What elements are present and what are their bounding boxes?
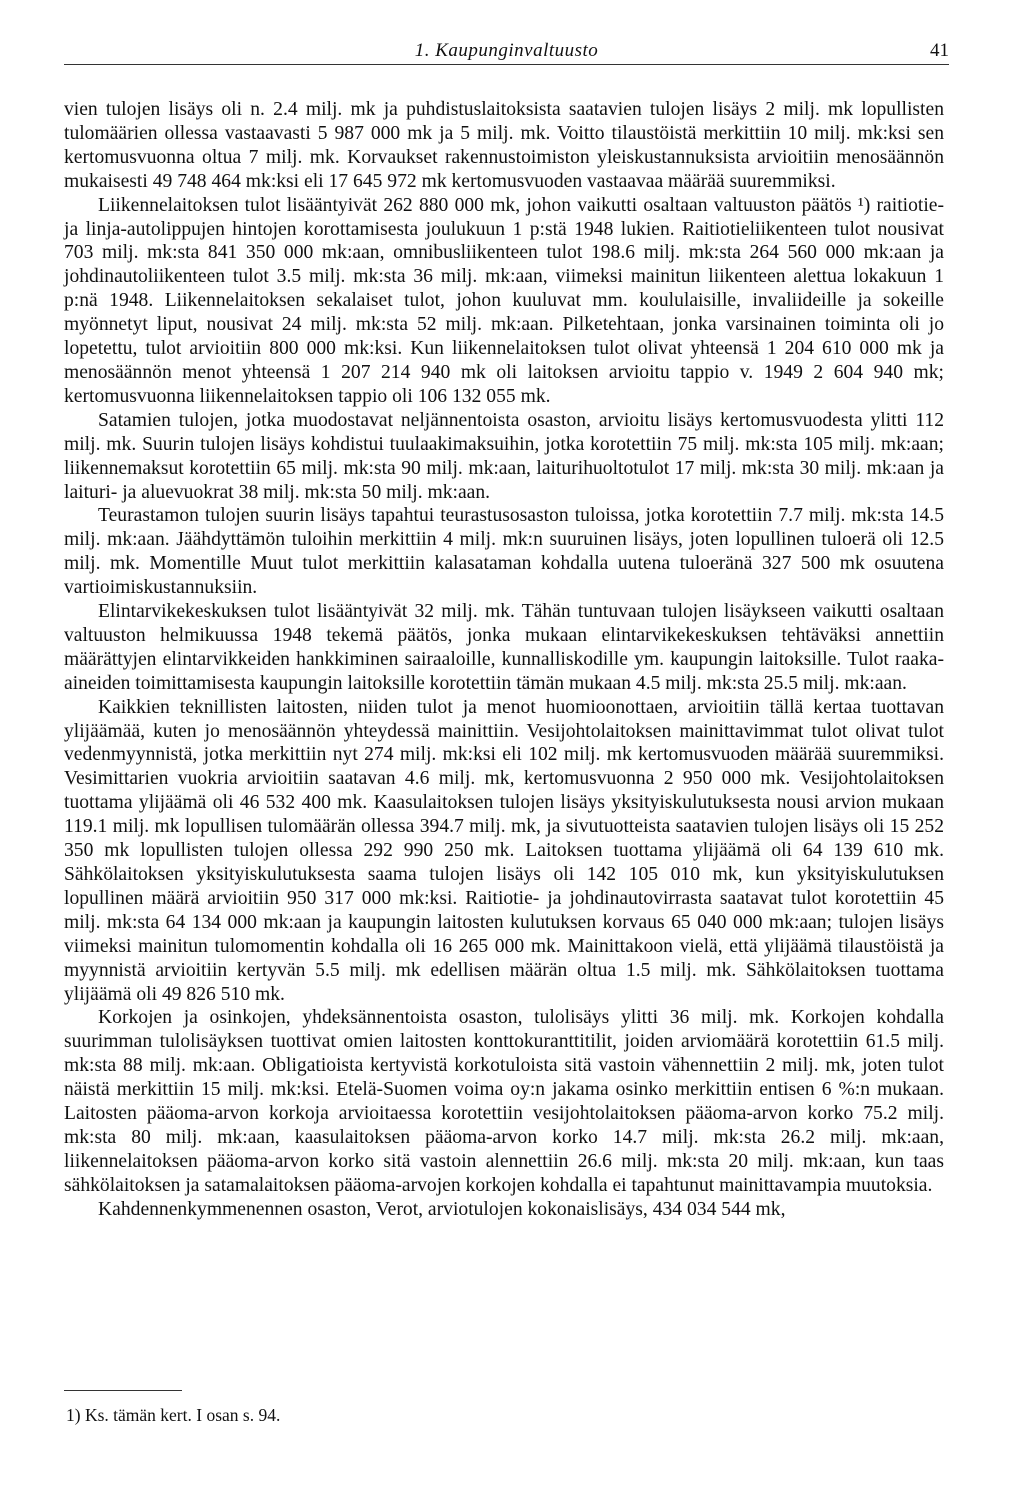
body-text (64, 98, 944, 1222)
header-title: 1. Kaupunginvaltuusto (414, 40, 599, 61)
footnote-marker: 1) (66, 1405, 81, 1425)
paragraph: Kahdennenkymmenennen osaston, Verot, arviotulojen kokonaislisäys, 434 034 544 mk, (98, 1198, 786, 1220)
running-header (64, 40, 949, 65)
footnote-rule (64, 1390, 182, 1391)
paragraph: Kaikkien teknillisten laitosten, niiden tulot ja menot huomioonottaen, arvioitiin tällä kertaa tuottavan ylijäämää, kuten jo menosäännön yhteydessä mainittiin. Vesijohtolaitoksen mainittavimmat tulot olivat tulot vedenmyynnistä, jotka merkittiin nyt 274 milj. mk:ksi eli 102 milj. mk kertomusvuoden määrää suuremmiksi. Vesimittarien vuokria arvioitiin saatavan 4.6 milj. mk, kertomusvuonna 2 950 000 mk. Vesijohtolaitoksen tuottama ylijäämä oli 46 532 400 mk. Kaasulaitoksen tulojen lisäys yksityiskulutuksesta nousi arvion mukaan 119.1 milj. mk lopullisen tulomäärän ollessa 394.7 milj. mk, ja sivutuotteista saatavien tulojen lisäys oli 15 252 350 mk lopullisten tulojen ollessa 292 990 250 mk. Laitoksen tuottama ylijäämä oli 64 139 610 mk. Sähkölaitoksen yksityiskulutuksesta saama tulojen lisäys oli 142 105 010 mk, kun yksityiskulutuksen lopullinen määrä arvioitiin 950 317 000 mk:ksi. Raitiotie- ja johdinautovirrasta saatavat tulot korotettiin 45 milj. mk:sta 64 134 000 mk:aan ja kaupungin laitosten kulutuksen korvaus 65 040 000 mk:aan; tulojen lisäys viimeksi mainitun tulomomentin kohdalla oli 16 265 000 mk. Mainittakoon vielä, että ylijäämä tilaustöistä ja myynnistä arvioitiin kertyvän 5.5 milj. mk edellisen määrän oltua 1.5 milj. mk. Sähkölaitoksen tuottama ylijäämä oli 49 826 510 mk. (64, 696, 944, 1005)
paragraph: Elintarvikekeskuksen tulot lisääntyivät 32 milj. mk. Tähän tuntuvaan tulojen lisäykseen vaikutti osaltaan valtuuston helmikuussa 1948 tekemä päätös, jonka mukaan elintarvikekeskuksen tehtäväksi annettiin määrättyjen elintarvikkeiden hankkiminen sairaaloille, kunnalliskodille ym. kaupungin laitoksille. Tulot raaka-aineiden toimittamisesta kaupungin laitoksille korotettiin tämän mukaan 4.5 milj. mk:sta 25.5 milj. mk:aan. (64, 601, 944, 694)
paragraph: Korkojen ja osinkojen, yhdeksännentoista osaston, tulolisäys ylitti 36 milj. mk. Korkojen kohdalla suurimman tulolisäyksen tuottivat omien laitosten konttokuranttitilit, joiden arviomäärä korotettiin 61.5 milj. mk:sta 88 milj. mk:aan. Obligatioista kertyvistä korkotuloista sitä vastoin vähennettiin 2 milj. mk, joten tulot näistä merkittiin 15 milj. mk:ksi. Etelä-Suomen voima oy:n jakama osinko merkittiin entisen 6 %:n mukaan. Laitosten pääoma-arvon korkoja arvioitaessa korotettiin vesijohtolaitoksen pääoma-arvon korko 75.2 milj. mk:sta 80 milj. mk:aan, kaasulaitoksen pääoma-arvon korko 14.7 milj. mk:sta 26.2 milj. mk:aan, liikennelaitoksen pääoma-arvon korko sitä vastoin alennettiin 26.6 milj. mk:sta 20 milj. mk:aan, kun taas sähkölaitoksen ja satamalaitoksen pääoma-arvojen korkojen kohdalla ei tapahtunut mainittavampia muutoksia. (64, 1007, 944, 1196)
paragraph: Liikennelaitoksen tulot lisääntyivät 262 880 000 mk, johon vaikutti osaltaan valtuuston päätös ¹) raitiotie- ja linja-autolippujen hintojen korottamisesta joulukuun 1 p:stä 1948 lukien. Raitiotieliikenteen tulot nousivat 703 milj. mk:sta 841 350 000 mk:aan, omnibusliikenteen tulot 198.6 milj. mk:sta 264 560 000 mk:aan ja johdinautoliikenteen tulot 3.5 milj. mk:sta 36 milj. mk:aan, viimeksi mainitun liikenteen alettua lokakuun 1 p:nä 1948. Liikennelaitoksen sekalaiset tulot, johon kuuluvat mm. koululaisille, invaliideille ja sokeille myönnetyt liput, nousivat 24 milj. mk:sta 52 milj. mk:aan. Pilketehtaan, jonka varsinainen toiminta oli jo lopetettu, tulot arvioitiin 800 000 mk:ksi. Kun liikennelaitoksen tulot olivat yhteensä 1 204 610 000 mk ja menosäännön menot yhteensä 1 207 214 940 mk oli laitoksen arvioitu tappio v. 1949 2 604 940 mk; kertomusvuonna liikennelaitoksen tappio oli 106 132 055 mk. (64, 194, 944, 407)
paragraph: vien tulojen lisäys oli n. 2.4 milj. mk ja puhdistuslaitoksista saatavien tulojen lisäys 2 milj. mk lopullisten tulomäärien ollessa vastaavasti 5 987 000 mk ja 5 milj. mk. Voitto tilaustöistä merkittiin 10 milj. mk:ksi sen kertomusvuonna oltua 7 milj. mk. Korvaukset rakennustoimiston yleiskustannuksista arvioitiin menosäännön mukaisesti 49 748 464 mk:ksi eli 17 645 972 mk kertomusvuoden vastaavaa määrää suuremmiksi. (64, 99, 944, 192)
page-number: 41 (930, 40, 949, 61)
footnote (66, 1404, 280, 1426)
paragraph: Teurastamon tulojen suurin lisäys tapahtui teurastusosaston tuloissa, jotka korotettiin 7.7 milj. mk:sta 14.5 milj. mk:aan. Jäähdyttämön tuloihin merkittiin 4 milj. mk:n suuruinen lisäys, joten lopullinen tuloerä oli 12.5 milj. mk. Momentille Muut tulot merkittiin kalasataman kohdalla uutena tuloeränä 327 500 mk osuutena vartioimiskustannuksiin. (64, 505, 944, 599)
paragraph: Satamien tulojen, jotka muodostavat neljännentoista osaston, arvioitu lisäys kertomusvuodesta ylitti 112 milj. mk. Suurin tulojen lisäys kohdistui tuulaakimaksuihin, jotka korotettiin 75 milj. mk:sta 105 milj. mk:aan; liikennemaksut korotettiin 65 milj. mk:sta 90 milj. mk:aan, laiturihuoltotulot 17 milj. mk:sta 30 milj. mk:aan ja laituri- ja aluevuokrat 38 milj. mk:sta 50 milj. mk:aan. (64, 409, 944, 503)
footnote-text: Ks. tämän kert. I osan s. 94. (84, 1405, 281, 1425)
